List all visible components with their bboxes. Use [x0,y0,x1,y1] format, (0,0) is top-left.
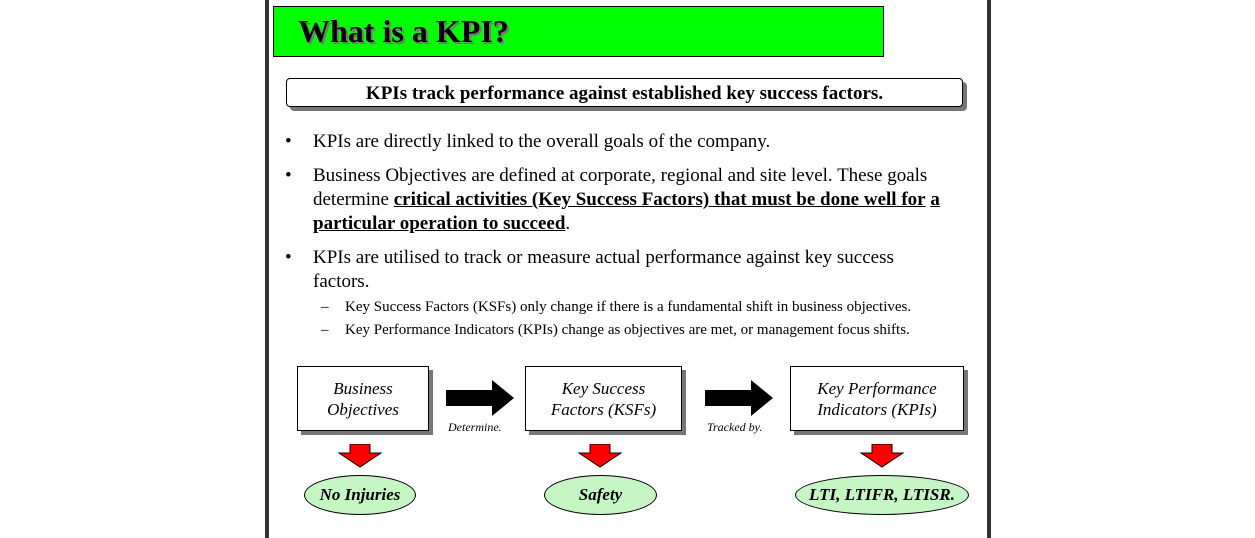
subtitle-text: KPIs track performance against established key success factors. [365,83,884,104]
flow-box-line: Business [333,378,393,398]
flow-box-line: Factors (KSFs) [550,399,657,419]
example-label: No Injuries [319,485,401,504]
bullet-emphasis: a particular operation to succeed [313,189,940,234]
bullet-marker: • [285,247,292,268]
flow-box-key-success-factors [525,366,682,431]
right-arrow-icon [446,380,516,416]
flow-box-line: Objectives [327,399,399,419]
flow-box-key-performance-indicators [790,366,964,431]
example-ellipse-no-injuries [304,475,416,515]
page-title: What is a KPI? [298,13,509,49]
page-border-right [987,0,991,538]
example-label: Safety [578,485,623,504]
sub-bullet-marker: – [321,299,329,315]
title-banner [273,6,884,57]
subtitle-box [286,78,963,107]
flow-box-line: Indicators (KPIs) [817,399,937,419]
bullet-text: KPIs are utilised to track or measure actual performance against key success [313,247,894,268]
down-arrow-icon [859,444,905,468]
sub-bullet-marker: – [321,322,329,338]
bullet-text [313,164,963,236]
bullet-marker: • [285,165,292,186]
bullet-text: factors. [313,271,370,292]
sub-bullet-text: Key Success Factors (KSFs) only change if there is a fundamental shift in business objectives. [345,299,912,315]
down-arrow-icon [337,444,383,468]
flow-box-line: Key Success [561,378,646,398]
bullet-text: KPIs are directly linked to the overall goals of the company. [313,131,771,152]
example-label: LTI, LTIFR, LTISR. [809,485,955,504]
flow-box-business-objectives [297,366,429,431]
down-arrow-icon [577,444,623,468]
bullet-text-part: . [565,213,571,234]
sub-bullet-text: Key Performance Indicators (KPIs) change as objectives are met, or management focus shifts. [345,322,910,338]
example-ellipse-safety [544,475,657,515]
bullet-emphasis: critical activities (Key Success Factors) that must be done well for [393,189,926,210]
flow-box-line: Key Performance [817,378,937,398]
example-ellipse-kpi-metrics [795,475,969,515]
bullet-text-part: Business Objectives are defined at corporate, regional and site level. These goals determine [313,165,928,210]
page-border-left [265,0,269,538]
right-arrow-icon [705,380,775,416]
connector-label-determine: Determine. [448,420,502,434]
connector-label-tracked-by: Tracked by. [707,420,763,434]
bullet-marker: • [285,131,292,152]
